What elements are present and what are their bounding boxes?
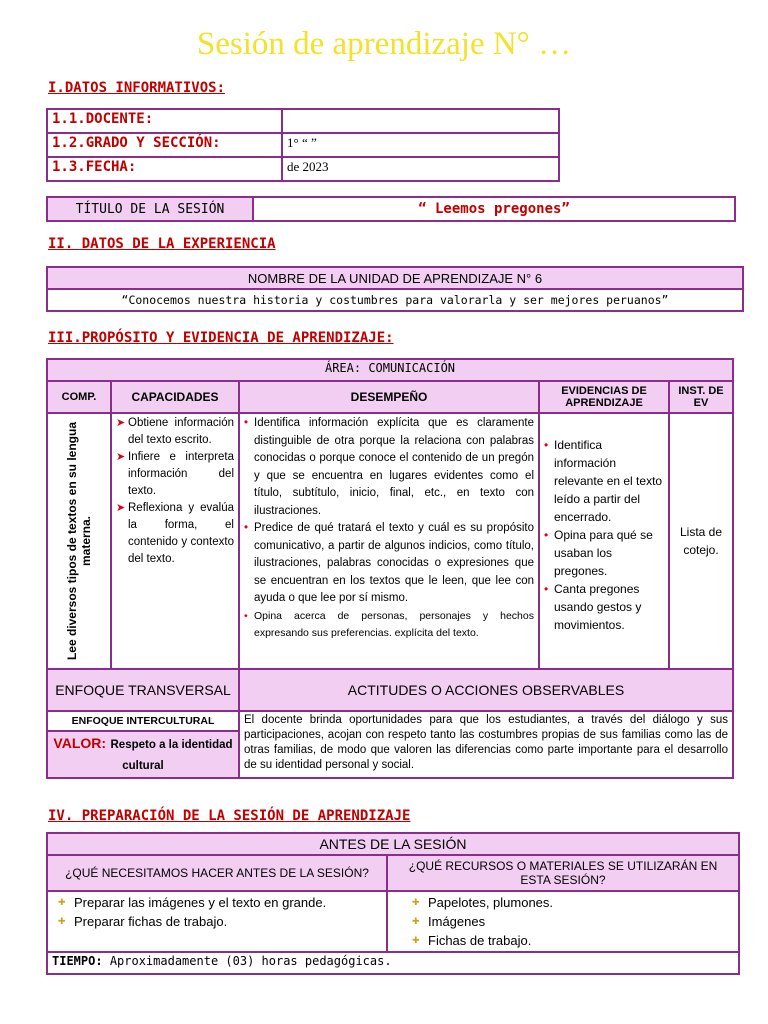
unit-table <box>46 266 744 312</box>
valor-label: VALOR: <box>53 735 107 751</box>
tiempo-value: Aproximadamente (03) horas pedagógicas. <box>109 954 392 968</box>
capacities-cell <box>111 413 239 669</box>
actitudes-text: El docente brinda oportunidades para que los estudiantes, a través del diálogo y sus participaciones, acojan con respeto tanto las costumbres propias de sus familias como las de otras familias, de modo que valoren las diferencias como parte importante para el desarrollo de su identidad personal y social. <box>239 711 733 778</box>
section-heading-datos: I.DATOS INFORMATIVOS: <box>48 80 226 96</box>
col-desempeno: DESEMPEÑO <box>239 381 539 413</box>
evidence-item: • Canta pregones usando gestos y movimientos. <box>544 580 664 634</box>
performance-item: • Identifica información explícita que es claramente distinguible de otra porque la relaciona con palabras conocidas o porque conoce el contenido de un pregón y que se encuentra en lugares evidentes como el título, subtítulo, inicio, final, etc., en texto con ilustraciones. <box>244 415 534 520</box>
section-heading-proposito: III.PROPÓSITO Y EVIDENCIA DE APRENDIZAJE: <box>48 330 394 346</box>
material-item: ✚ Papelotes, plumones. <box>406 893 734 912</box>
session-title-table <box>46 196 736 222</box>
prep-todo-cell <box>47 891 387 952</box>
col-evidencias: EVIDENCIAS DE APRENDIZAJE <box>539 381 669 413</box>
capacity-item: ➤ Obtiene información del texto escrito. <box>116 415 234 449</box>
section-heading-preparacion: IV. PREPARACIÓN DE LA SESIÓN DE APRENDIZAJE <box>48 808 411 824</box>
tiempo-label: TIEMPO: <box>52 954 103 968</box>
enfoque-name: ENFOQUE INTERCULTURAL <box>47 711 239 731</box>
enfoque-header: ENFOQUE TRANSVERSAL <box>47 669 239 711</box>
session-title-value: “ Leemos pregones” <box>253 197 735 221</box>
col-capacidades: CAPACIDADES <box>111 381 239 413</box>
prep-col-recursos: ¿QUÉ RECURSOS O MATERIALES SE UTILIZARÁN EN ESTA SESIÓN? <box>387 855 739 891</box>
competence-text: Lee diversos tipos de textos en su lengua materna. <box>65 421 93 661</box>
todo-item: ✚ Preparar las imágenes y el texto en grande. <box>52 893 382 912</box>
unit-header: NOMBRE DE LA UNIDAD DE APRENDIZAJE N° 6 <box>47 267 743 289</box>
capacity-item: ➤ Infiere e interpreta información del texto. <box>116 449 234 500</box>
valor-value: Respeto a la identidad cultural <box>110 739 233 772</box>
grado-value: 1° “ ” <box>282 133 559 157</box>
purpose-table <box>46 358 734 779</box>
section-heading-experiencia: II. DATOS DE LA EXPERIENCIA <box>48 236 276 252</box>
tiempo-row <box>47 952 739 974</box>
evidences-cell <box>539 413 669 669</box>
actitudes-header: ACTITUDES O ACCIONES OBSERVABLES <box>239 669 733 711</box>
area-header: ÁREA: COMUNICACIÓN <box>47 359 733 381</box>
fecha-label: 1.3.FECHA: <box>47 157 282 181</box>
instrument-cell: Lista de cotejo. <box>669 413 733 669</box>
unit-name: “Conocemos nuestra historia y costumbres para valorarla y ser mejores peruanos” <box>47 289 743 311</box>
material-item: ✚ Imágenes <box>406 912 734 931</box>
performance-item: • Opina acerca de personas, personajes y hechos expresando sus preferencias. explícita del texto. <box>244 608 534 643</box>
docente-label: 1.1.DOCENTE: <box>47 109 282 133</box>
page-title: Sesión de aprendizaje N° … <box>196 26 572 62</box>
valor-cell <box>47 731 239 778</box>
todo-item: ✚ Preparar fichas de trabajo. <box>52 912 382 931</box>
col-comp: COMP. <box>47 381 111 413</box>
competence-cell <box>47 413 111 669</box>
session-title-label: TÍTULO DE LA SESIÓN <box>47 197 253 221</box>
prep-col-hacer: ¿QUÉ NECESITAMOS HACER ANTES DE LA SESIÓN? <box>47 855 387 891</box>
evidence-item: • Opina para qué se usaban los pregones. <box>544 526 664 580</box>
prep-materials-cell <box>387 891 739 952</box>
fecha-value: de 2023 <box>282 157 559 181</box>
performances-cell <box>239 413 539 669</box>
performance-item: • Predice de qué tratará el texto y cuál es su propósito comunicativo, a partir de algunos indicios, como título, ilustraciones, palabras conocidas o expresiones que se encuentran en los textos que le leen, que lee con ayuda o que lee por sí mismo. <box>244 520 534 608</box>
col-instrumento: INST. DE EV <box>669 381 733 413</box>
material-item: ✚ Fichas de trabajo. <box>406 931 734 950</box>
grado-label: 1.2.GRADO Y SECCIÓN: <box>47 133 282 157</box>
prep-header: ANTES DE LA SESIÓN <box>47 833 739 855</box>
docente-value <box>282 109 559 133</box>
prep-table <box>46 832 740 975</box>
info-table <box>46 108 560 182</box>
evidence-item: • Identifica información relevante en el texto leído a partir del encerrado. <box>544 436 664 526</box>
capacity-item: ➤ Reflexiona y evalúa la forma, el contenido y contexto del texto. <box>116 500 234 568</box>
